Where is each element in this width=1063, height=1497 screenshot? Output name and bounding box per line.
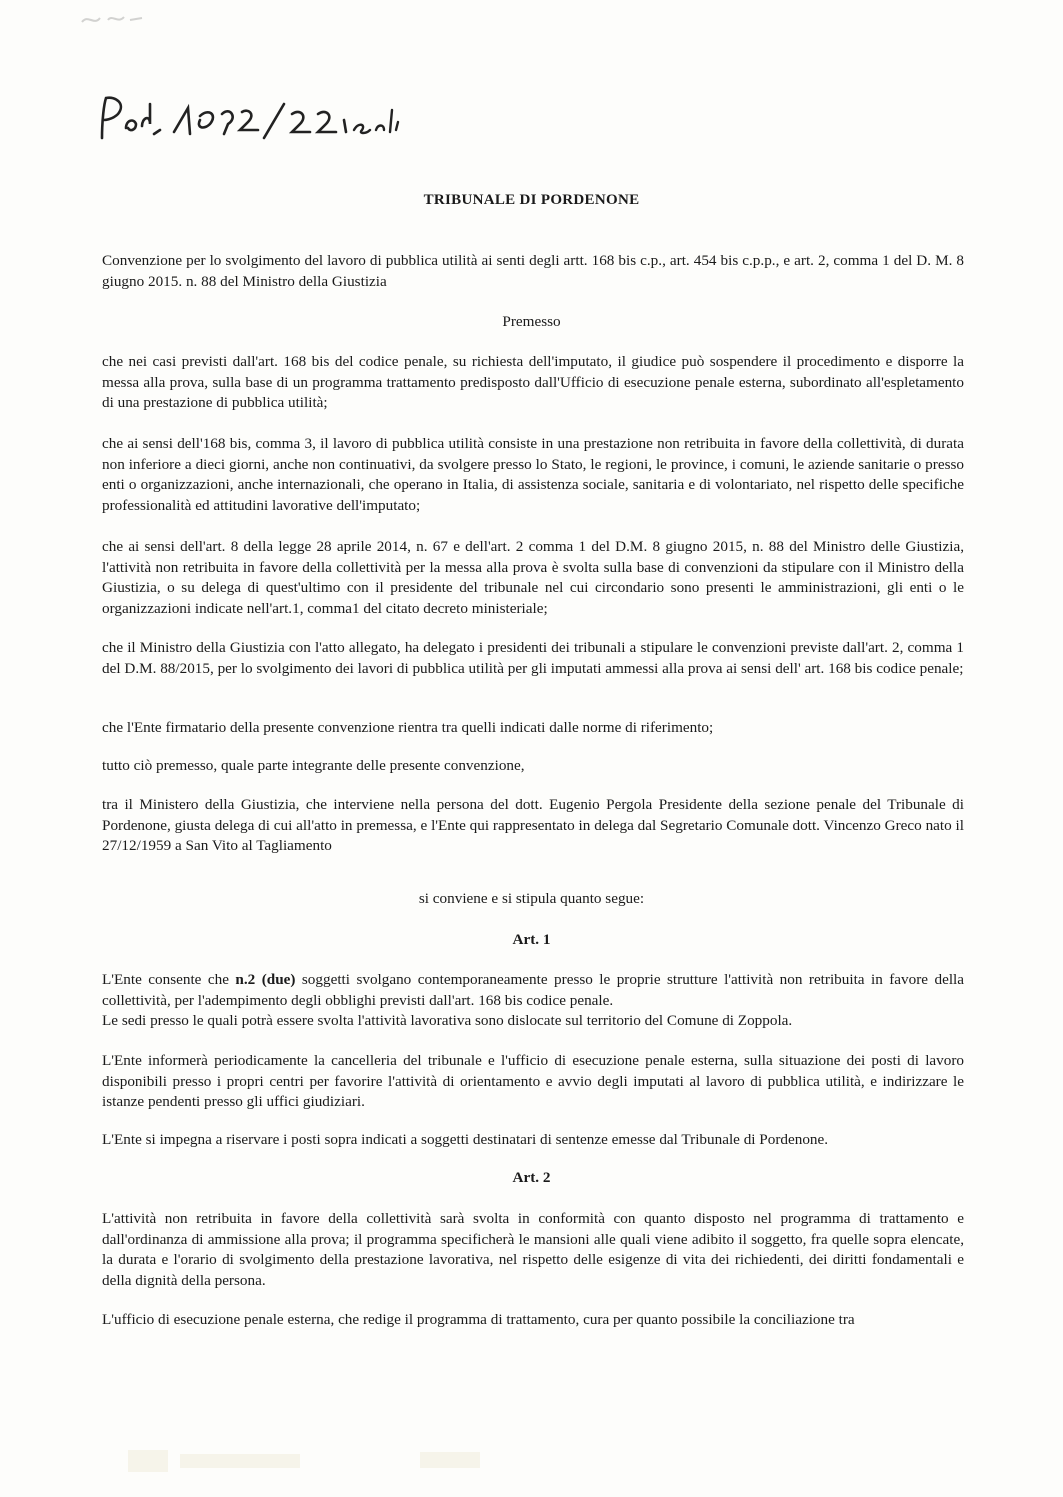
art1-p1-text-a: L'Ente consente che [102,971,236,988]
art2-paragraph-2: L'ufficio di esecuzione penale esterna, che redige il programma di trattamento, cura per quanto possibile la conciliazione tra [102,1311,855,1328]
art1-paragraph-1 [102,970,964,1032]
stipula-line: si conviene e si stipula quanto segue: [418,890,645,907]
corner-stamp-mark [78,8,148,32]
premise-paragraph-5: che l'Ente firmatario della presente convenzione rientra tra quelli indicati dalle norme di riferimento; [102,719,714,736]
handwritten-protocol-note [96,90,406,150]
art1-p1-sites-line: Le sedi presso le quali potrà essere svolta l'attività lavorativa sono dislocate sul territorio del Comune di Zoppola. [102,1012,793,1029]
premise-paragraph-3: che ai sensi dell'art. 8 della legge 28 aprile 2014, n. 67 e dell'art. 2 comma 1 del D.M. 8 giugno 2015, n. 88 del Ministro delle Giustizia, l'attività non retribuita in favore della collettività per la messa alla prova è svolta sulla base di convenzioni da stipulare con il Ministro della Giustizia, o su delega di quest'ultimo con il presidente del tribunale nel cui circondario sono presenti le amministrazioni, gli enti o le organizzazioni indicate nell'art.1, comma1 del citato decreto ministeriale; [102,538,964,617]
premesso-heading: Premesso [502,313,561,330]
premise-paragraph-1: che nei casi previsti dall'art. 168 bis del codice penale, su richiesta dell'imputato, il giudice può sospendere il procedimento e disporre la messa alla prova, sulla base di un programma trattamento predisposto dall'Ufficio di esecuzione penale esterna, subordinato all'espletamento di una prestazione di pubblica utilità; [102,353,964,411]
court-title: TRIBUNALE DI PORDENONE [423,192,640,208]
parties-paragraph: tra il Ministero della Giustizia, che interviene nella persona del dott. Eugenio Pergola Presidente della sezione penale del Tribunale di Pordenone, giusta delega di cui all'atto in premessa, e l'Ente qui rappresentato in delega dal Segretario Comunale dott. Vincenzo Greco nato il 27/12/1959 a San Vito al Tagliamento [102,796,964,854]
premise-paragraph-2: che ai sensi dell'168 bis, comma 3, il lavoro di pubblica utilità consiste in una prestazione non retribuita in favore della collettività, di durata non inferiore a dieci giorni, anche non continuativi, da svolgere presso lo Stato, le regioni, le province, i comuni, le aziende sanitarie o presso enti o organizzazioni, anche internazionali, che operano in Italia, di assistenza sociale, sanitaria e di volontariato, nel rispetto delle specifiche professionalità ed attitudini lavorative dell'imputato; [102,435,964,514]
faded-scan-mark [120,1440,500,1480]
art1-paragraph-3: L'Ente si impegna a riservare i posti sopra indicati a soggetti destinatari di sentenze emesse dal Tribunale di Pordenone. [102,1131,829,1148]
premise-paragraph-4: che il Ministro della Giustizia con l'atto allegato, ha delegato i presidenti dei tribunali a stipulare le convenzioni previste dall'art. 2, comma 1 del D.M. 88/2015, per lo svolgimento dei lavori di pubblica utilità per gli imputati ammessi alla prova ai sensi dell' art. 168 bis codice penale; [102,639,964,677]
art1-p1-text-b: soggetti svolgano contemporaneamente presso le proprie strutture l'attività non retribuita in favore della collettività, per l'adempimento degli obblighi previsti dall'art. 168 bis codice penale. [102,971,964,1009]
art1-heading: Art. 1 [512,931,551,948]
intro-paragraph: Convenzione per lo svolgimento del lavoro di pubblica utilità ai senti degli artt. 168 bis c.p., art. 454 bis c.p.p., e art. 2, comma 1 del D. M. 8 giugno 2015. n. 88 del Ministro della Giustizia [102,252,964,290]
art1-paragraph-2: L'Ente informerà periodicamente la cancelleria del tribunale e l'ufficio di esecuzione penale esterna, sulla situazione dei posti di lavoro disponibili presso i propri centri per favorire l'attività di orientamento e avvio degli imputati al lavoro di pubblica utilità, e indirizzare le istanze pendenti presso gli uffici giudiziari. [102,1052,964,1110]
art1-p1-subjects-count: n.2 (due) [235,971,296,988]
premise-paragraph-6: tutto ciò premesso, quale parte integrante delle presente convenzione, [102,757,525,774]
art2-paragraph-1: L'attività non retribuita in favore della collettività sarà svolta in conformità con quanto disposto nel programma di trattamento e dall'ordinanza di ammissione alla prova; il programma specificherà le mansioni alle quali viene adibito il soggetto, fra quelle sopra elencate, la durata e l'orario di svolgimento della prestazione lavorativa, nel rispetto delle esigenze di vita dei richiedenti, dei diritti fondamentali e della dignità della persona. [102,1210,964,1289]
art2-heading: Art. 2 [512,1169,551,1186]
